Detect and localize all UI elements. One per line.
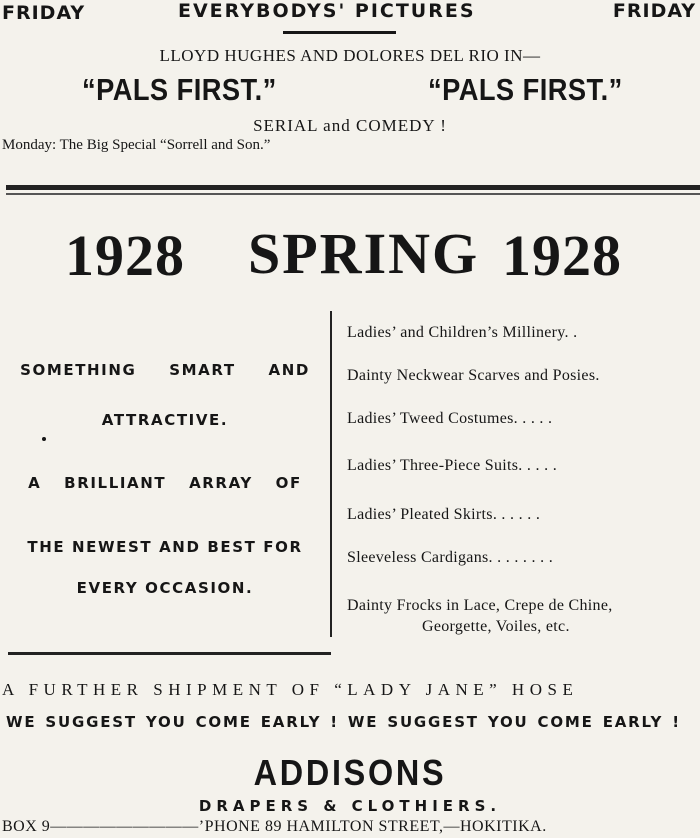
- bullet-dot: [42, 437, 46, 441]
- pitch-line: EVERY OCCASION.: [76, 579, 254, 597]
- stock-item: Sleeveless Cardigans. . . . . . . .: [347, 549, 554, 566]
- pitch-underline: [8, 652, 331, 655]
- column-divider: [330, 311, 332, 637]
- film-title-right: “PALS FIRST.”: [428, 72, 623, 107]
- serial-comedy-line: SERIAL and COMEDY !: [253, 116, 447, 135]
- stock-item: Ladies’ Three-Piece Suits. . . . .: [347, 457, 557, 474]
- day-label-right: FRIDAY: [612, 0, 696, 22]
- stock-item: Ladies’ and Children’s Millinery. .: [347, 324, 578, 341]
- pitch-line: SOMETHING SMART AND: [20, 361, 310, 379]
- stock-item: Dainty Neckwear Scarves and Posies.: [347, 367, 600, 384]
- stock-item: Dainty Frocks in Lace, Crepe de Chine,: [347, 597, 613, 614]
- spring-heading: SPRING: [248, 221, 480, 286]
- title-underline: [283, 31, 396, 34]
- store-tagline: DRAPERS & CLOTHIERS.: [198, 797, 502, 815]
- pitch-line: ATTRACTIVE.: [101, 411, 229, 429]
- pitch-line: THE NEWEST AND BEST FOR: [27, 538, 303, 556]
- store-name: ADDISONS: [253, 752, 447, 793]
- shipment-notice: A FURTHER SHIPMENT OF “LADY JANE” HOSE: [2, 680, 579, 699]
- stock-item: Ladies’ Pleated Skirts. . . . . .: [347, 506, 541, 523]
- spring-year-right: 1928: [502, 223, 622, 288]
- monday-special-line: Monday: The Big Special “Sorrell and Son.”: [2, 137, 271, 153]
- address-footer: BOX 9—————————’PHONE 89 HAMILTON STREET,—HOKITIKA.: [2, 818, 547, 835]
- stars-line: LLOYD HUGHES AND DOLORES DEL RIO IN—: [159, 46, 541, 65]
- cinema-title: EVERYBODYS' PICTURES: [178, 0, 476, 22]
- section-divider-thin: [6, 193, 700, 195]
- spring-year-left: 1928: [65, 223, 185, 288]
- pitch-line: A BRILLIANT ARRAY OF: [28, 474, 302, 492]
- day-label-left: FRIDAY: [2, 2, 86, 24]
- section-divider: [6, 185, 700, 190]
- film-title-left: “PALS FIRST.”: [82, 72, 277, 107]
- stock-item: Ladies’ Tweed Costumes. . . . .: [347, 410, 553, 427]
- stock-item-continued: Georgette, Voiles, etc.: [422, 618, 570, 635]
- come-early-line: WE SUGGEST YOU COME EARLY ! WE SUGGEST YOU COME EARLY !: [6, 713, 681, 731]
